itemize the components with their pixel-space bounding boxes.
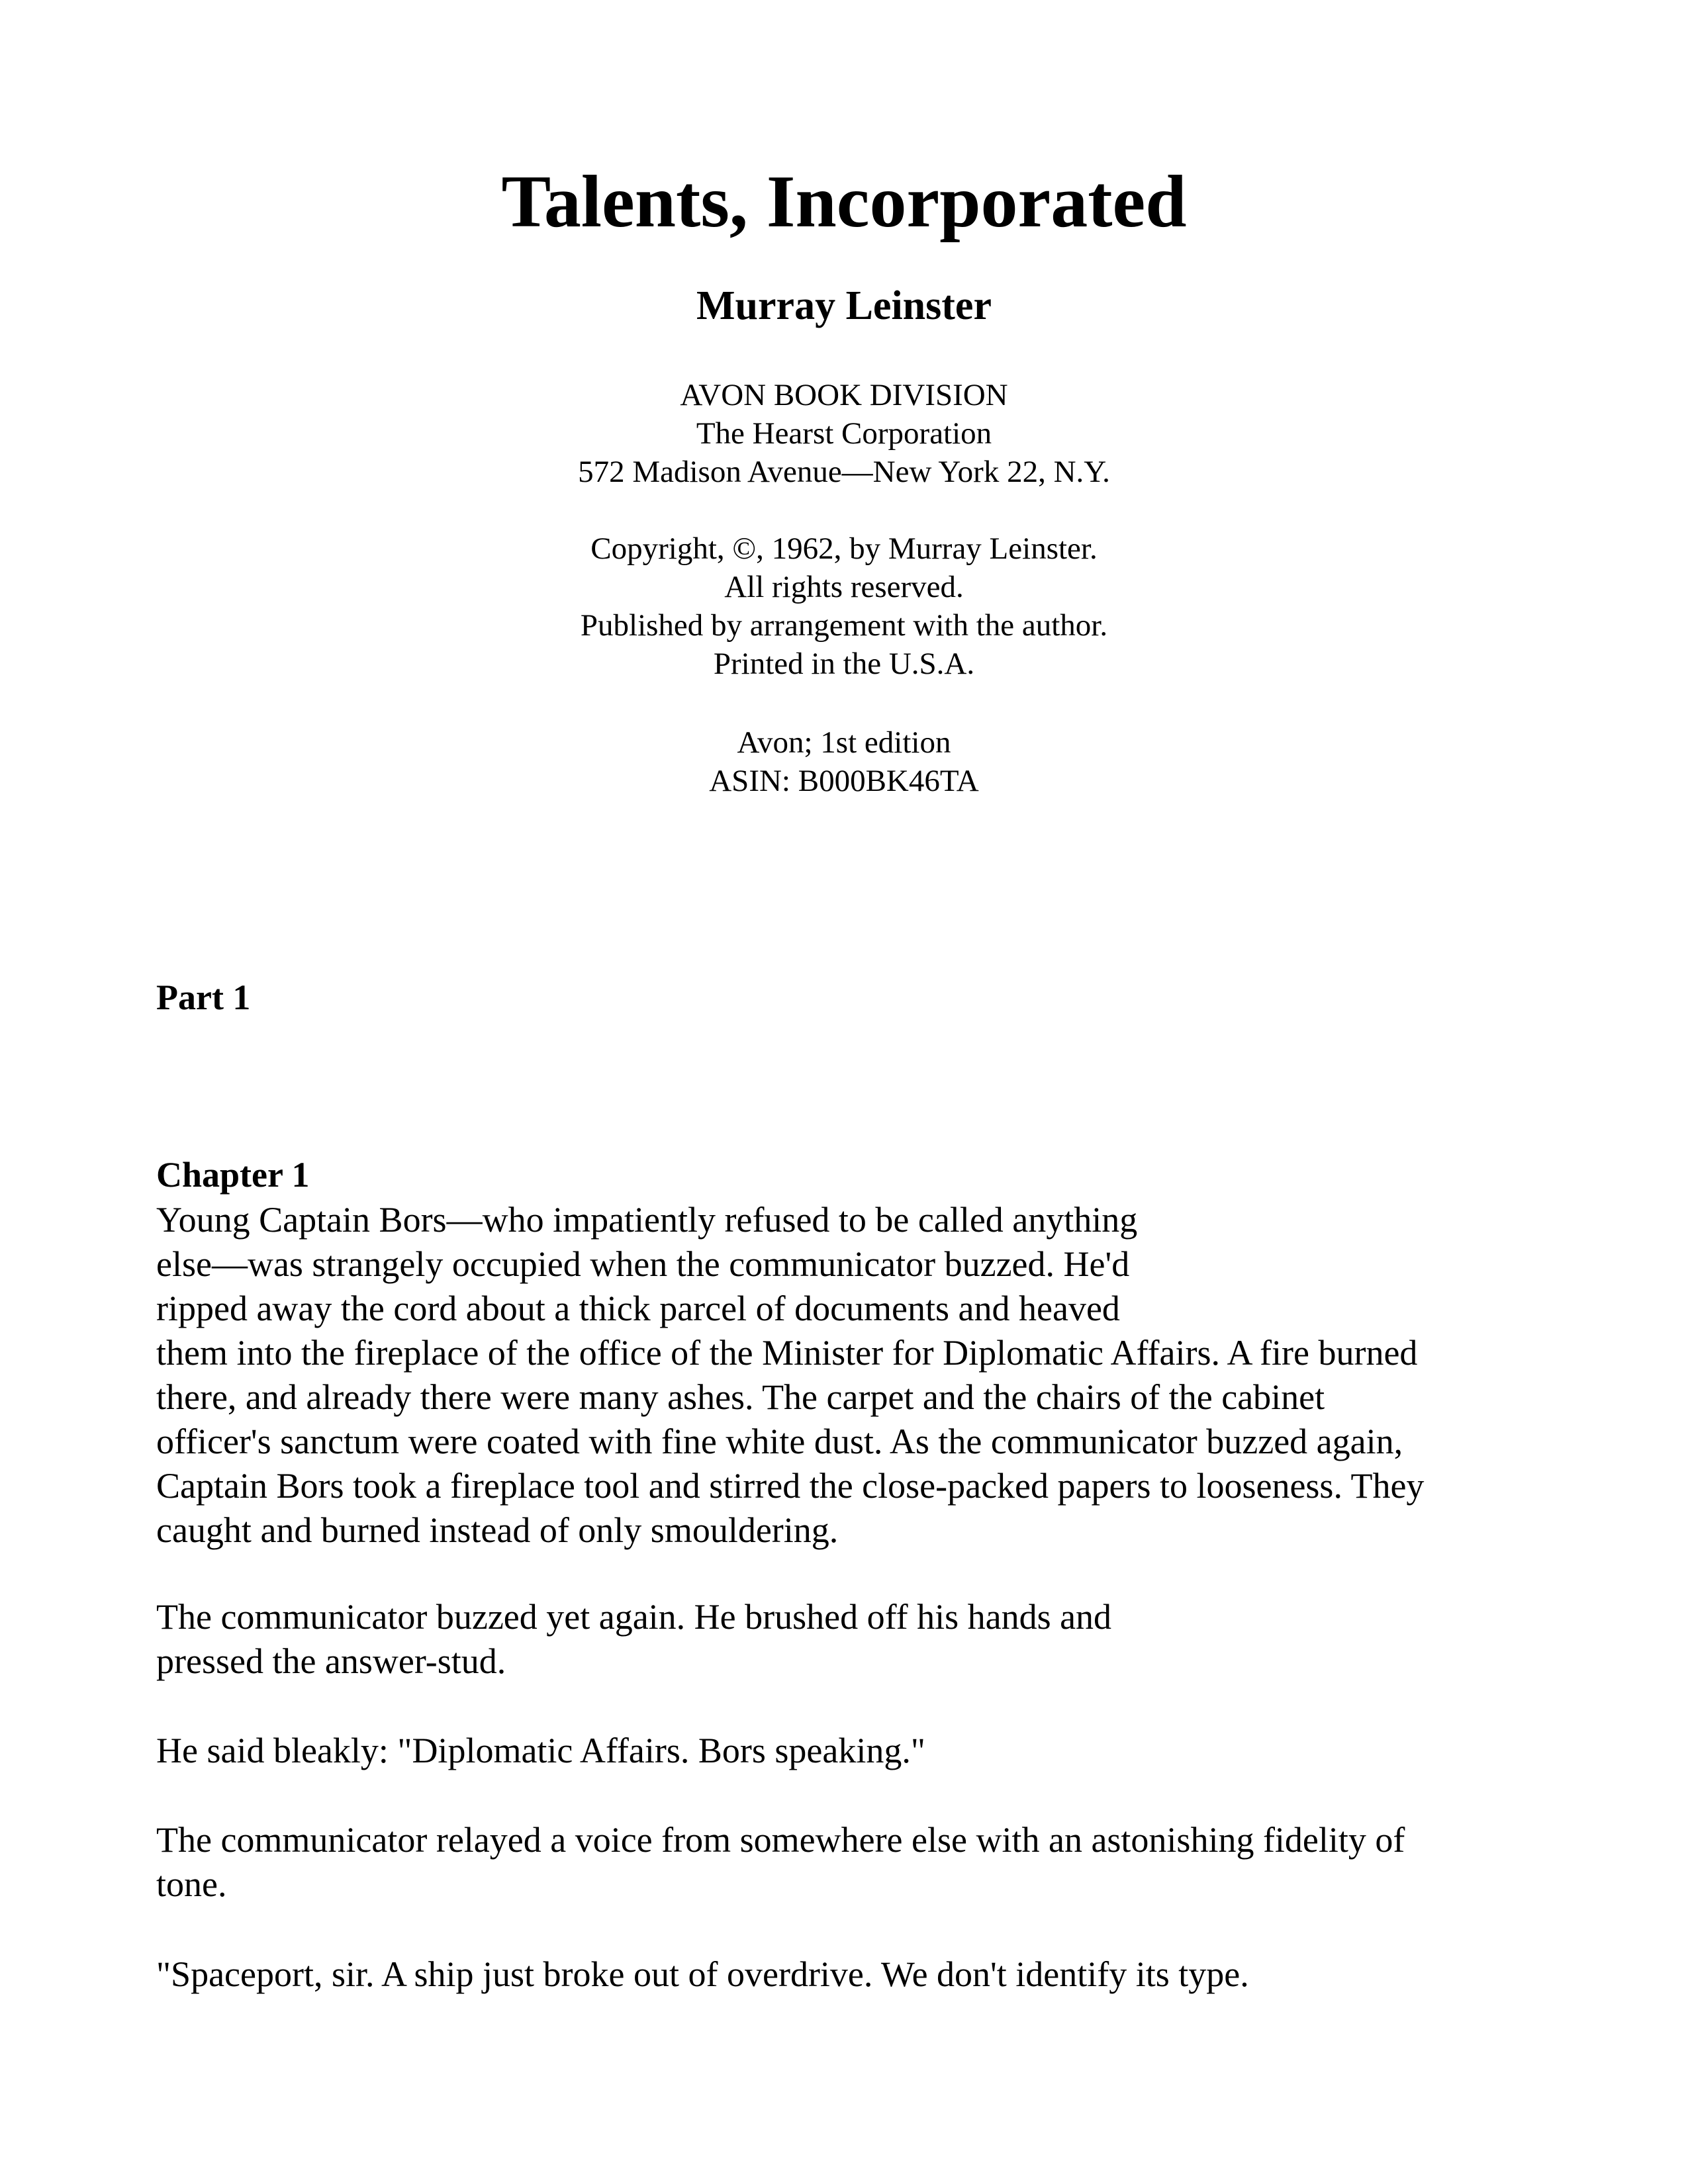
- text-line: pressed the answer-stud.: [156, 1641, 506, 1681]
- text-line: officer's sanctum were coated with fine white dust. As the communicator buzzed again,: [156, 1422, 1403, 1461]
- paragraph-4: [156, 1818, 1546, 1907]
- text-line: Captain Bors took a fireplace tool and stirred the close-packed papers to looseness. They: [156, 1466, 1425, 1506]
- text-line: The communicator buzzed yet again. He brushed off his hands and: [156, 1597, 1112, 1637]
- paragraph-1: [156, 1198, 1546, 1553]
- publisher-line: 572 Madison Avenue—New York 22, N.Y.: [578, 455, 1110, 489]
- edition-block: [0, 723, 1688, 800]
- publisher-block: [0, 376, 1688, 491]
- copyright-line: Copyright, ©, 1962, by Murray Leinster.: [590, 531, 1098, 566]
- text-line: else—was strangely occupied when the communicator buzzed. He'd: [156, 1244, 1130, 1284]
- paragraph-3: [156, 1729, 1546, 1773]
- book-title: Talents, Incorporated: [501, 161, 1187, 243]
- book-author: Murray Leinster: [696, 283, 992, 328]
- copyright-block: [0, 529, 1688, 683]
- publisher-line: AVON BOOK DIVISION: [680, 378, 1008, 412]
- text-line: "Spaceport, sir. A ship just broke out of overdrive. We don't identify its type.: [156, 1954, 1249, 1994]
- chapter-heading: Chapter 1: [156, 1155, 310, 1195]
- publisher-line: The Hearst Corporation: [696, 416, 992, 451]
- copyright-line: Published by arrangement with the author.: [580, 608, 1108, 643]
- paragraph-2: [156, 1595, 1546, 1684]
- text-line: ripped away the cord about a thick parcel of documents and heaved: [156, 1289, 1120, 1328]
- text-line: He said bleakly: "Diplomatic Affairs. Bors speaking.": [156, 1731, 925, 1770]
- text-line: Young Captain Bors—who impatiently refused to be called anything: [156, 1200, 1138, 1240]
- text-line: tone.: [156, 1864, 227, 1904]
- text-line: The communicator relayed a voice from somewhere else with an astonishing fidelity of: [156, 1820, 1405, 1860]
- part-heading: Part 1: [156, 978, 251, 1017]
- text-line: there, and already there were many ashes. The carpet and the chairs of the cabinet: [156, 1377, 1325, 1417]
- paragraph-5: [156, 1952, 1546, 1997]
- copyright-line: All rights reserved.: [724, 570, 964, 604]
- copyright-line: Printed in the U.S.A.: [713, 647, 975, 681]
- edition-line: Avon; 1st edition: [737, 725, 951, 760]
- asin-line: ASIN: B000BK46TA: [709, 764, 979, 798]
- text-line: caught and burned instead of only smouldering.: [156, 1510, 839, 1550]
- text-line: them into the fireplace of the office of the Minister for Diplomatic Affairs. A fire burned: [156, 1333, 1418, 1373]
